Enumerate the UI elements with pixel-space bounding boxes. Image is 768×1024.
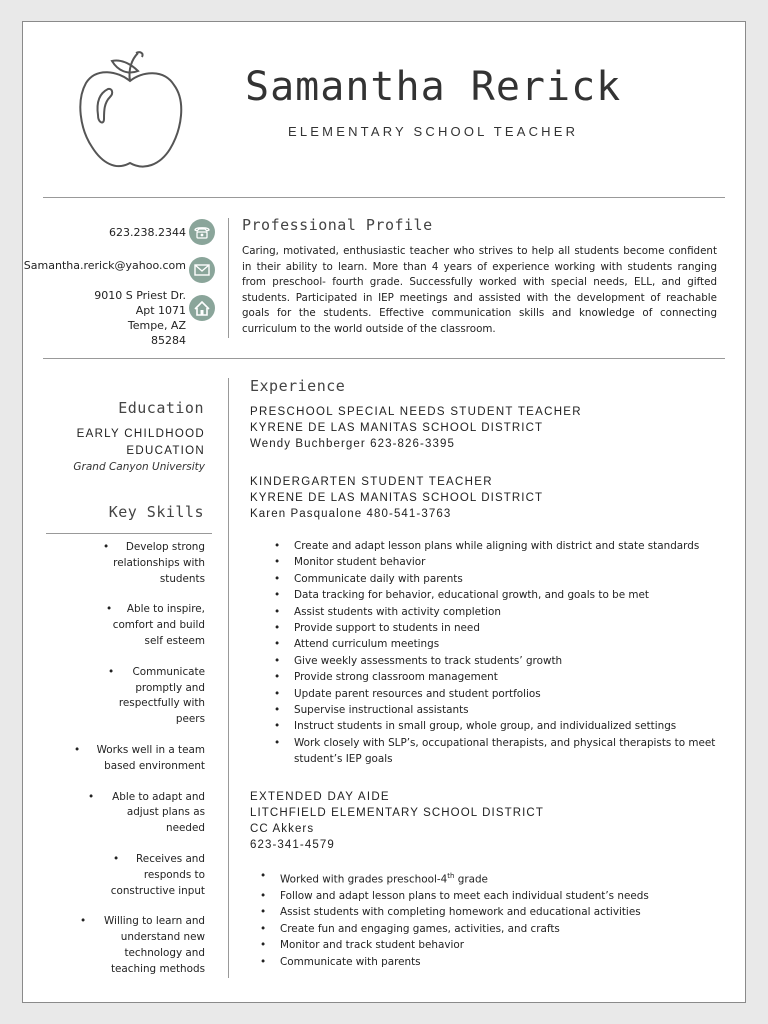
- job-entry: [250, 404, 582, 452]
- profile-heading: Professional Profile: [242, 216, 433, 234]
- address-line: Apt 1071: [135, 304, 186, 317]
- address-line: 9010 S Priest Dr.: [94, 289, 186, 302]
- duty-item: • Communicate daily with parents: [272, 571, 724, 587]
- duty-item: • Assist students with completing homework and educational activities: [258, 904, 718, 920]
- job-contact: Karen Pasqualone 480-541-3763: [250, 508, 452, 520]
- phone-number: 623.238.2344: [109, 226, 186, 239]
- job-org: LITCHFIELD ELEMENTARY SCHOOL DISTRICT: [250, 807, 544, 819]
- duty-item: • Instruct students in small group, whole group, and individualized settings: [272, 718, 724, 734]
- address-line: 85284: [151, 334, 186, 347]
- email-icon: [189, 257, 215, 283]
- experience-heading: Experience: [250, 377, 346, 395]
- divider-vertical-bottom: [228, 378, 229, 978]
- duty-item: • Work closely with SLP’s, occupational therapists, and physical therapists to meet student’s IEP goals: [272, 735, 724, 768]
- skills-list: [60, 540, 205, 978]
- duty-item: • Monitor and track student behavior: [258, 937, 718, 953]
- job-title-line: EXTENDED DAY AIDE: [250, 791, 390, 803]
- duty-item: • Monitor student behavior: [272, 554, 724, 570]
- candidate-name: Samantha Rerick: [245, 64, 622, 110]
- education-school: Grand Canyon University: [73, 461, 205, 473]
- divider-vertical-top: [228, 218, 229, 338]
- duty-item: • Communicate with parents: [258, 954, 718, 970]
- address: [94, 288, 186, 348]
- skill-item: • Willing to learn and understand new technology and teaching methods: [60, 914, 205, 977]
- job-entry: [250, 789, 544, 853]
- apple-icon: [78, 49, 186, 171]
- duty-item: • Attend curriculum meetings: [272, 636, 724, 652]
- degree-line: EARLY CHILDHOOD: [76, 428, 205, 440]
- education-heading: Education: [118, 399, 204, 417]
- job-contact: CC Akkers: [250, 823, 315, 835]
- profile-text: Caring, motivated, enthusiastic teacher who strives to help all students become confident in their ability to learn. More than 4 years of experience working with students ranging from preschool- fourth grade. Successfully worked with special needs, ELL, and gifted students. Participated in IEP meetings and assisted with the development of reachable goals for the students. Effective communication skills and knowledge of connecting curriculum to the world outside of the classroom.: [242, 245, 717, 335]
- home-icon: [189, 295, 215, 321]
- duty-item: • Worked with grades preschool-4th grade: [258, 868, 718, 888]
- duty-item: • Provide strong classroom management: [272, 669, 724, 685]
- duty-item: • Provide support to students in need: [272, 620, 724, 636]
- skill-item: • Able to adapt and adjust plans as needed: [60, 790, 205, 837]
- duty-item: • Assist students with activity completion: [272, 604, 724, 620]
- duty-item: • Follow and adapt lesson plans to meet each individual student’s needs: [258, 888, 718, 904]
- job-entry: [250, 474, 543, 522]
- skill-item: • Works well in a team based environment: [60, 743, 205, 775]
- duty-item: • Create fun and engaging games, activities, and crafts: [258, 921, 718, 937]
- duty-item: • Create and adapt lesson plans while aligning with district and state standards: [272, 538, 724, 554]
- job-org: KYRENE DE LAS MANITAS SCHOOL DISTRICT: [250, 492, 544, 504]
- job-contact: Wendy Buchberger 623-826-3395: [250, 438, 455, 450]
- job-duties-list: [258, 868, 718, 970]
- divider-middle: [43, 358, 725, 359]
- job-title-line: KINDERGARTEN STUDENT TEACHER: [250, 476, 493, 488]
- job-title: ELEMENTARY SCHOOL TEACHER: [288, 124, 579, 139]
- duty-item: • Data tracking for behavior, educational growth, and goals to be met: [272, 587, 724, 603]
- email-address: Samantha.rerick@yahoo.com: [23, 259, 186, 272]
- skill-item: • Communicate promptly and respectfully with peers: [60, 665, 205, 728]
- job-org: KYRENE DE LAS MANITAS SCHOOL DISTRICT: [250, 422, 544, 434]
- divider-skills: [46, 533, 212, 534]
- job-phone: 623-341-4579: [250, 839, 335, 851]
- duty-item: • Give weekly assessments to track students’ growth: [272, 653, 724, 669]
- degree-line: EDUCATION: [126, 445, 205, 457]
- divider-top: [43, 197, 725, 198]
- job-title-line: PRESCHOOL SPECIAL NEEDS STUDENT TEACHER: [250, 406, 582, 418]
- job-duties-list: [272, 538, 724, 768]
- phone-icon: [189, 219, 215, 245]
- duty-item: • Update parent resources and student portfolios: [272, 686, 724, 702]
- address-line: Tempe, AZ: [127, 319, 186, 332]
- education-degree: [77, 426, 205, 460]
- skills-heading: Key Skills: [108, 503, 204, 521]
- skill-item: • Able to inspire, comfort and build self esteem: [60, 602, 205, 649]
- skill-item: • Develop strong relationships with students: [60, 540, 205, 587]
- duty-item: • Supervise instructional assistants: [272, 702, 724, 718]
- skill-item: • Receives and responds to constructive input: [60, 852, 205, 899]
